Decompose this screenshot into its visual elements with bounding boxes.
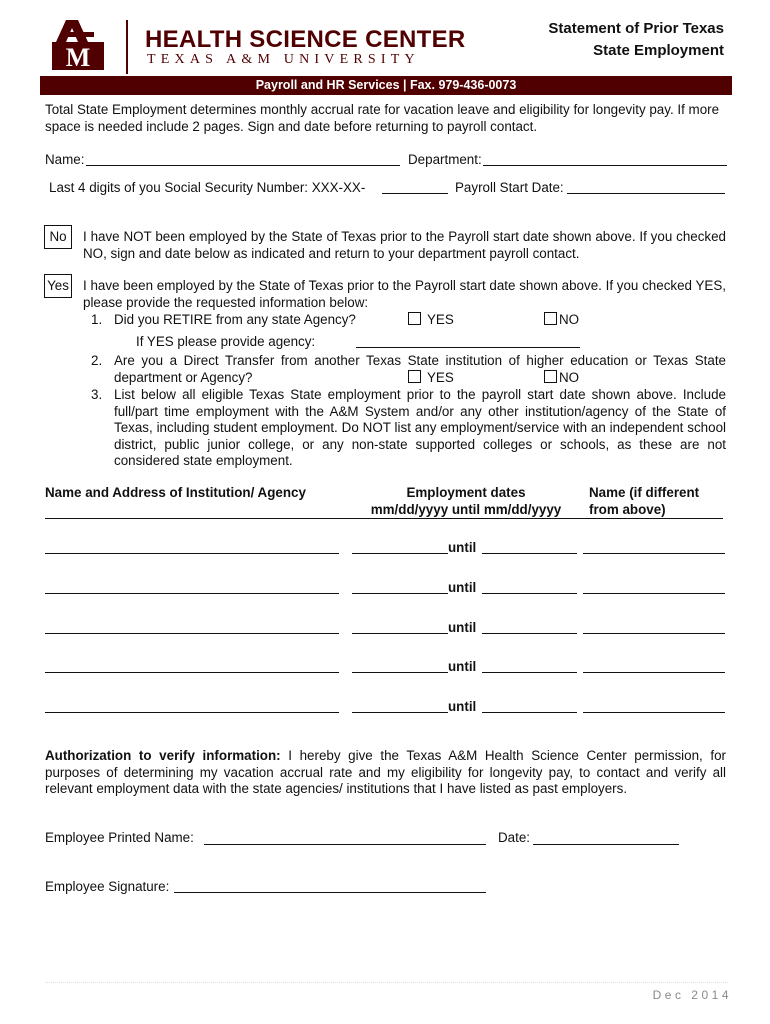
row-3-institution-input[interactable]	[45, 633, 339, 634]
authorization-body: I hereby give the Texas A&M Health Science Center permission, for purposes of determining my vacation accrual rate and my eligibility for longevity pay, to contact and verify all relevant employment data with the state agencies/ institutions that I have listed as past employers.	[45, 748, 726, 796]
yes-option-text: I have been employed by the State of Texas prior to the Payroll start date shown above. If you checked YES, please provide the requested information below:	[83, 278, 726, 310]
q3-text: List below all eligible Texas State employment prior to the payroll start date shown above. Include full/part time employment with the A&M System and/or any other institution/agency of the State of Texas, including student employment. Do NOT list any employment/service with an independent school district, public junior college, or any non-state supported colleges or schools, as these are not considered state employment.	[114, 387, 726, 468]
row-1-institution-input[interactable]	[45, 553, 339, 554]
no-checkbox-label: No	[49, 229, 67, 244]
intro-text: Total State Employment determines monthly accrual rate for vacation leave and eligibility for longevity pay. If more space is needed include 2 pages. Sign and date before returning to payroll contact.	[45, 102, 720, 134]
row-5-other-name-input[interactable]	[583, 712, 725, 713]
q1-yes-checkbox-icon[interactable]	[408, 312, 421, 325]
row-3-other-name-input[interactable]	[583, 633, 725, 634]
q2-no-label: NO	[559, 370, 580, 385]
doc-title-line-2: State Employment	[593, 42, 724, 59]
q1-no-label: NO	[559, 312, 580, 327]
row-2-other-name-input[interactable]	[583, 593, 725, 594]
no-option-text: I have NOT been employed by the State of Texas prior to the Payroll start date shown above. If you checked NO, sign and date below as indicated and return to your department payroll contact.	[83, 229, 726, 261]
row-3-start-date-input[interactable]	[352, 633, 448, 634]
table-col-institution: Name and Address of Institution/ Agency	[45, 485, 306, 500]
q1-number: 1.	[91, 312, 103, 327]
doc-title-line-1: Statement of Prior Texas	[548, 20, 724, 37]
row-2-end-date-input[interactable]	[482, 593, 577, 594]
row-2-institution-input[interactable]	[45, 593, 339, 594]
row-1-end-date-input[interactable]	[482, 553, 577, 554]
org-name: HEALTH SCIENCE CENTER	[145, 26, 466, 53]
q2-no-option[interactable]	[544, 370, 579, 387]
table-col-dates-line-2: mm/dd/yyyy until mm/dd/yyyy	[370, 502, 562, 517]
table-col-dates-line-1: Employment dates	[406, 485, 526, 500]
q1-text: Did you RETIRE from any state Agency?	[114, 312, 356, 327]
svg-text:M: M	[65, 43, 91, 72]
row-4-start-date-input[interactable]	[352, 672, 448, 673]
q1-no-checkbox-icon[interactable]	[544, 312, 557, 325]
org-sub: TEXAS A&M UNIVERSITY	[147, 52, 420, 67]
row-4-end-date-input[interactable]	[482, 672, 577, 673]
table-header-rule	[45, 518, 723, 519]
q2-yes-option[interactable]	[408, 370, 454, 387]
ssn-input[interactable]	[382, 193, 448, 194]
row-1-other-name-input[interactable]	[583, 553, 725, 554]
logo-divider	[126, 20, 128, 74]
row-4-institution-input[interactable]	[45, 672, 339, 673]
q2-yes-label: YES	[427, 370, 454, 385]
footer-rule	[45, 982, 728, 983]
banner-text: Payroll and HR Services | Fax. 979-436-0073	[255, 78, 517, 92]
row-1-start-date-input[interactable]	[352, 553, 448, 554]
q1-no-option[interactable]	[544, 312, 579, 329]
row-1-until-label: until	[448, 540, 477, 555]
start-date-input[interactable]	[567, 193, 725, 194]
authorization-text	[45, 748, 726, 798]
row-5-until-label: until	[448, 699, 477, 714]
row-2-start-date-input[interactable]	[352, 593, 448, 594]
name-label: Name:	[45, 152, 85, 167]
start-date-label: Payroll Start Date:	[455, 180, 564, 195]
date-input[interactable]	[533, 844, 679, 845]
q1-agency-input[interactable]	[356, 347, 580, 348]
q2-yes-checkbox-icon[interactable]	[408, 370, 421, 383]
banner	[40, 76, 732, 95]
header	[40, 16, 730, 78]
ssn-label: Last 4 digits of you Social Security Number: XXX-XX-	[49, 180, 366, 195]
row-4-until-label: until	[448, 659, 477, 674]
yes-checkbox[interactable]	[44, 274, 72, 298]
signature-input[interactable]	[174, 892, 486, 893]
no-checkbox[interactable]	[44, 225, 72, 249]
row-3-until-label: until	[448, 620, 477, 635]
q2-number: 2.	[91, 353, 103, 368]
row-4-other-name-input[interactable]	[583, 672, 725, 673]
authorization-heading: Authorization to verify information:	[45, 748, 281, 763]
q1-yes-option[interactable]	[408, 312, 454, 329]
department-label: Department:	[408, 152, 482, 167]
yes-checkbox-label: Yes	[47, 278, 69, 293]
row-2-until-label: until	[448, 580, 477, 595]
row-5-end-date-input[interactable]	[482, 712, 577, 713]
footer-date: Dec 2014	[652, 988, 732, 1002]
q3-number: 3.	[91, 387, 103, 402]
printed-name-input[interactable]	[204, 844, 486, 845]
date-label: Date:	[498, 830, 531, 845]
department-input[interactable]	[483, 165, 727, 166]
q1-yes-label: YES	[427, 312, 454, 327]
q1-agency-label: If YES please provide agency:	[136, 334, 316, 349]
tamu-logo-icon	[48, 20, 108, 76]
q2-no-checkbox-icon[interactable]	[544, 370, 557, 383]
q2-text-line-2: department or Agency?	[114, 370, 253, 385]
signature-label: Employee Signature:	[45, 879, 170, 894]
row-3-end-date-input[interactable]	[482, 633, 577, 634]
table-col-name-line-1: Name (if different	[589, 485, 700, 500]
row-5-institution-input[interactable]	[45, 712, 339, 713]
table-col-name-line-2: from above)	[589, 502, 666, 517]
q2-text-line-1: Are you a Direct Transfer from another Texas State institution of higher education or Texas State	[114, 353, 726, 368]
printed-name-label: Employee Printed Name:	[45, 830, 194, 845]
row-5-start-date-input[interactable]	[352, 712, 448, 713]
name-input[interactable]	[86, 165, 400, 166]
